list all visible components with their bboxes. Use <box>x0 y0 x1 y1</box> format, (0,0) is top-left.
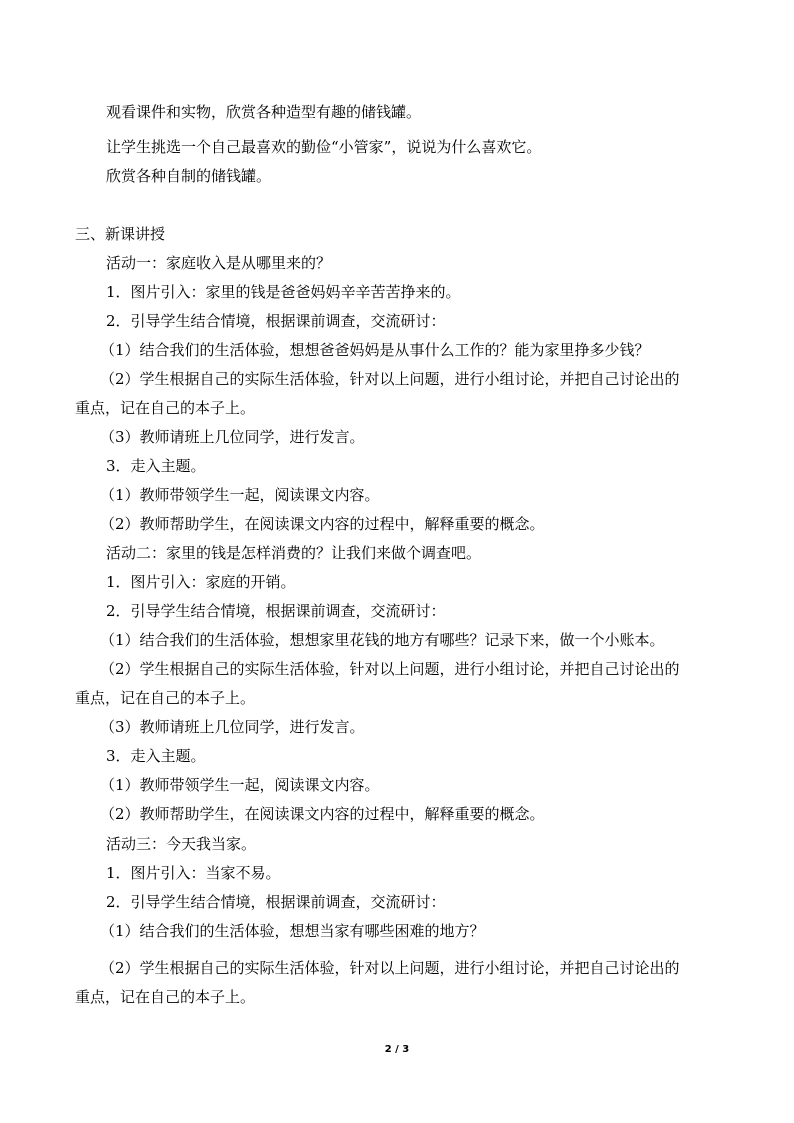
sub-step-continuation: 重点，记在自己的本子上。 <box>75 399 256 417</box>
activity-heading: 活动三：今天我当家。 <box>106 835 257 853</box>
sub-step-item: （2）学生根据自己的实际生活体验，针对以上问题，进行小组讨论，并把自己讨论出的 <box>100 370 680 388</box>
step-item: 2．引导学生结合情境，根据课前调查，交流研讨： <box>106 602 446 620</box>
activity-heading: 活动一：家庭收入是从哪里来的？ <box>106 254 332 272</box>
sub-step-item: （1）教师带领学生一起，阅读课文内容。 <box>100 776 380 794</box>
step-item: 3．走入主题。 <box>106 457 206 475</box>
sub-step-item: （1）结合我们的生活体验，想想当家有哪些困难的地方？ <box>100 922 485 940</box>
step-item: 1．图片引入：家庭的开销。 <box>106 573 296 591</box>
sub-step-item: （3）教师请班上几位同学，进行发言。 <box>100 718 365 736</box>
sub-step-continuation: 重点，记在自己的本子上。 <box>75 689 256 707</box>
intro-paragraph: 欣赏各种自制的储钱罐。 <box>106 167 272 185</box>
section-heading: 三、新课讲授 <box>75 225 166 243</box>
step-item: 3．走入主题。 <box>106 747 206 765</box>
sub-step-item: （2）学生根据自己的实际生活体验，针对以上问题，进行小组讨论，并把自己讨论出的 <box>100 660 680 678</box>
sub-step-item: （2）学生根据自己的实际生活体验，针对以上问题，进行小组讨论，并把自己讨论出的 <box>100 959 680 977</box>
sub-step-item: （1）教师带领学生一起，阅读课文内容。 <box>100 486 380 504</box>
step-item: 2．引导学生结合情境，根据课前调查，交流研讨： <box>106 893 446 911</box>
step-item: 1．图片引入：家里的钱是爸爸妈妈辛辛苦苦挣来的。 <box>106 283 461 301</box>
sub-step-item: （1）结合我们的生活体验，想想爸爸妈妈是从事什么工作的？能为家里挣多少钱？ <box>100 341 650 359</box>
intro-paragraph: 让学生挑选一个自己最喜欢的勤俭“小管家”，说说为什么喜欢它。 <box>106 138 542 156</box>
sub-step-item: （2）教师帮助学生，在阅读课文内容的过程中，解释重要的概念。 <box>100 515 545 533</box>
sub-step-continuation: 重点，记在自己的本子上。 <box>75 988 256 1006</box>
sub-step-item: （3）教师请班上几位同学，进行发言。 <box>100 428 365 446</box>
step-item: 2．引导学生结合情境，根据课前调查，交流研讨： <box>106 312 446 330</box>
page-number: 2 / 3 <box>384 1044 410 1055</box>
intro-paragraph: 观看课件和实物，欣赏各种造型有趣的储钱罐。 <box>106 103 422 121</box>
sub-step-item: （2）教师帮助学生，在阅读课文内容的过程中，解释重要的概念。 <box>100 805 545 823</box>
step-item: 1．图片引入：当家不易。 <box>106 864 281 882</box>
activity-heading: 活动二：家里的钱是怎样消费的？让我们来做个调查吧。 <box>106 544 482 562</box>
sub-step-item: （1）结合我们的生活体验，想想家里花钱的地方有哪些？记录下来，做一个小账本。 <box>100 631 665 649</box>
